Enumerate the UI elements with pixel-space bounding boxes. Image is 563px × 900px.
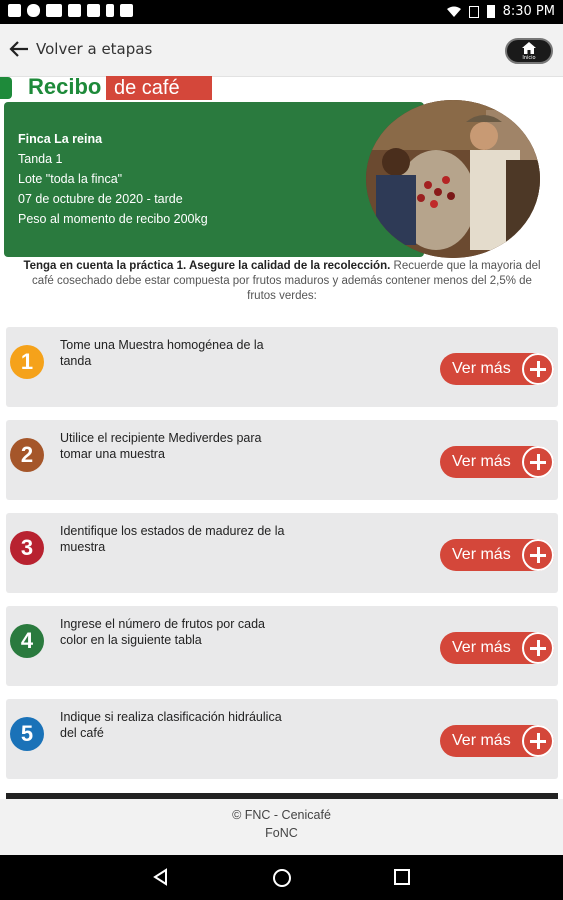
farm-name: Finca La reina: [18, 132, 103, 146]
footer-brand: FoNC: [265, 826, 298, 840]
android-nav-bar: [0, 855, 563, 900]
ver-mas-button[interactable]: [440, 353, 554, 385]
intro-text: [20, 259, 544, 304]
step-text: Utilice el recipiente Mediverdes para tomar una muestra: [60, 431, 262, 461]
coffee-workers-photo: [366, 100, 540, 258]
footer: [0, 799, 563, 855]
step-number-badge: 2: [10, 438, 44, 472]
step-card-5: [6, 699, 558, 779]
photo-icon: [87, 4, 100, 17]
batch-label: Tanda 1: [18, 152, 63, 166]
back-label[interactable]: Volver a etapas: [36, 40, 153, 58]
ver-mas-label[interactable]: Ver más: [452, 453, 511, 470]
home-label: Inicio: [522, 55, 536, 61]
ver-mas-button[interactable]: [440, 632, 554, 664]
home-button[interactable]: [505, 38, 553, 64]
download-icon: [106, 4, 114, 17]
mail-icon: [8, 4, 21, 17]
ver-mas-button[interactable]: [440, 446, 554, 478]
home-icon: [522, 42, 536, 54]
ver-mas-button[interactable]: [440, 725, 554, 757]
farm-info-card: [4, 102, 424, 257]
page-title-highlight: de café: [106, 76, 212, 100]
step-card-4: [6, 606, 558, 686]
step-text: Ingrese el número de frutos por cada color en la siguiente tabla: [60, 617, 265, 647]
copyright-text: © FNC - Cenicafé: [232, 808, 331, 822]
step-card-1: [6, 327, 558, 407]
gmail-icon: [68, 4, 81, 17]
weight-label: Peso al momento de recibo 200kg: [18, 212, 208, 226]
ver-mas-label[interactable]: Ver más: [452, 639, 511, 656]
notification-icons: [8, 4, 133, 17]
arrow-left-icon[interactable]: [8, 38, 30, 60]
title-accent: [0, 77, 12, 99]
youtube-icon: [46, 4, 62, 17]
step-text: Identifique los estados de madurez de la muestra: [60, 524, 285, 554]
system-icons: [447, 4, 555, 19]
ver-mas-label[interactable]: Ver más: [452, 360, 511, 377]
gmail-icon: [120, 4, 133, 17]
sim-icon: [469, 6, 479, 18]
step-number-badge: 4: [10, 624, 44, 658]
step-text: Tome una Muestra homogénea de la tanda: [60, 338, 264, 368]
clock: 8:30 PM: [502, 4, 555, 19]
ver-mas-label[interactable]: Ver más: [452, 732, 511, 749]
plus-icon[interactable]: [522, 446, 554, 478]
step-number-badge: 5: [10, 717, 44, 751]
status-bar: [0, 0, 563, 24]
ver-mas-label[interactable]: Ver más: [452, 546, 511, 563]
nav-recents-icon[interactable]: [393, 868, 411, 886]
plus-icon[interactable]: [522, 539, 554, 571]
step-card-2: [6, 420, 558, 500]
step-text: Indique si realiza clasificación hidráulica del café: [60, 710, 282, 740]
step-number-badge: 3: [10, 531, 44, 565]
date-label: 07 de octubre de 2020 - tarde: [18, 192, 183, 206]
page-title: Recibo: [28, 74, 102, 99]
plus-icon[interactable]: [522, 632, 554, 664]
intro-bold: Tenga en cuenta la práctica 1. Asegure la calidad de la recolección.: [23, 260, 391, 272]
plus-icon[interactable]: [522, 353, 554, 385]
step-card-3: [6, 513, 558, 593]
intro-rest: Recuerde que la mayoria del café cosechado debe estar compuesta por frutos maduros y además contener menos del 2,5% de frutos verdes:: [32, 260, 541, 302]
lot-label: Lote "toda la finca": [18, 172, 123, 186]
nav-back-icon[interactable]: [152, 868, 170, 886]
apple-icon: [27, 4, 40, 17]
plus-icon[interactable]: [522, 725, 554, 757]
step-number-badge: 1: [10, 345, 44, 379]
wifi-icon: [447, 6, 461, 18]
app-bar: [0, 24, 563, 77]
battery-icon: [487, 5, 495, 18]
nav-home-icon[interactable]: [272, 868, 292, 888]
ver-mas-button[interactable]: [440, 539, 554, 571]
